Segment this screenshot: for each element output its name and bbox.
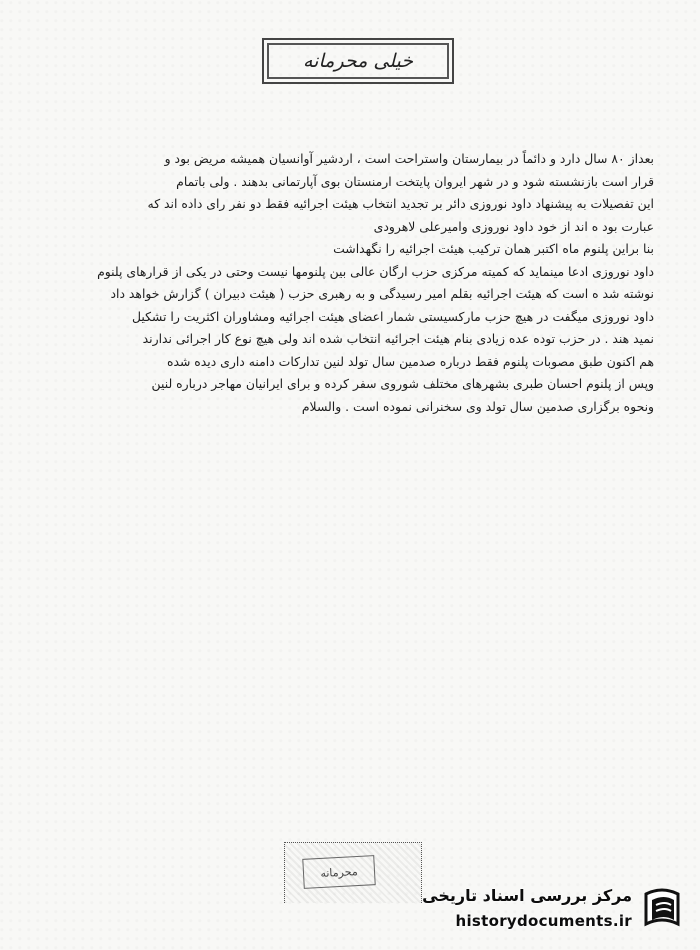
document-pages-icon (638, 884, 686, 934)
document-body (46, 148, 654, 418)
bottom-stamp-text: محرمانه (302, 855, 375, 889)
classification-stamp: خیلی محرمانه (262, 38, 454, 84)
document-line: قرار است بازنشسته شود و در شهر ایروان پایتخت ارمنستان بوی آپارتمانی بدهند . ولی باتمام (176, 173, 654, 189)
document-line: ونحوه برگزاری صدمین سال تولد وی سخنرانی نموده است . والسلام (301, 398, 654, 414)
document-line: نوشته شد ه است که هیئت اجرائیه بقلم امیر رسیدگی و به رهبری حزب ( هیئت دبیران ) گزارش خواهد داد (110, 286, 654, 301)
watermark-url: historydocuments.ir (455, 912, 632, 930)
document-line: این تفصیلات به پیشنهاد داود نوروزی دائر بر تجدید انتخاب هیئت اجرائیه فقط دو نفر رای داده اند که (147, 196, 654, 211)
watermark-title: مرکز بررسی اسناد تاریخی (422, 886, 632, 905)
document-line: عبارت بود ه اند از خود داود نوروزی وامیرعلی لاهرودی (373, 218, 654, 234)
document-line: بنا براین پلنوم ماه اکتبر همان ترکیب هیئت اجرائیه را نگهداشت (333, 241, 654, 256)
bottom-stamp (284, 842, 422, 903)
document-line: وپس از پلنوم احسان طبری بشهرهای مختلف شوروی سفر کرده و برای ایرانیان مهاجر درباره لنین (151, 376, 654, 391)
watermark-logo (404, 882, 686, 938)
document-line: نمید هند . در حزب توده عده زیادی بنام هیئت اجرائیه انتخاب شده اند ولی هیچ نوع کار اجرائی ندارند (142, 331, 654, 346)
document-line: داود نوروزی میگفت در هیچ حزب مارکسیستی شمار اعضای هیئت اجرائیه ومشاوران اکثریت را تشکیل (131, 308, 654, 324)
document-line: داود نوروزی ادعا مینماید که کمیته مرکزی حزب ارگان عالی بین پلنومها نیست وحتی در یکی از قرارهای پلنوم (97, 263, 654, 279)
document-line: بعداز ۸۰ سال دارد و دائماً در بیمارستان واستراحت است ، اردشیر آوانسیان همیشه مریض بود و (164, 151, 654, 166)
document-line: هم اکنون طبق مصوبات پلنوم فقط درباره صدمین سال تولد لنین تدارکات دامنه داری دیده شده (166, 353, 654, 369)
